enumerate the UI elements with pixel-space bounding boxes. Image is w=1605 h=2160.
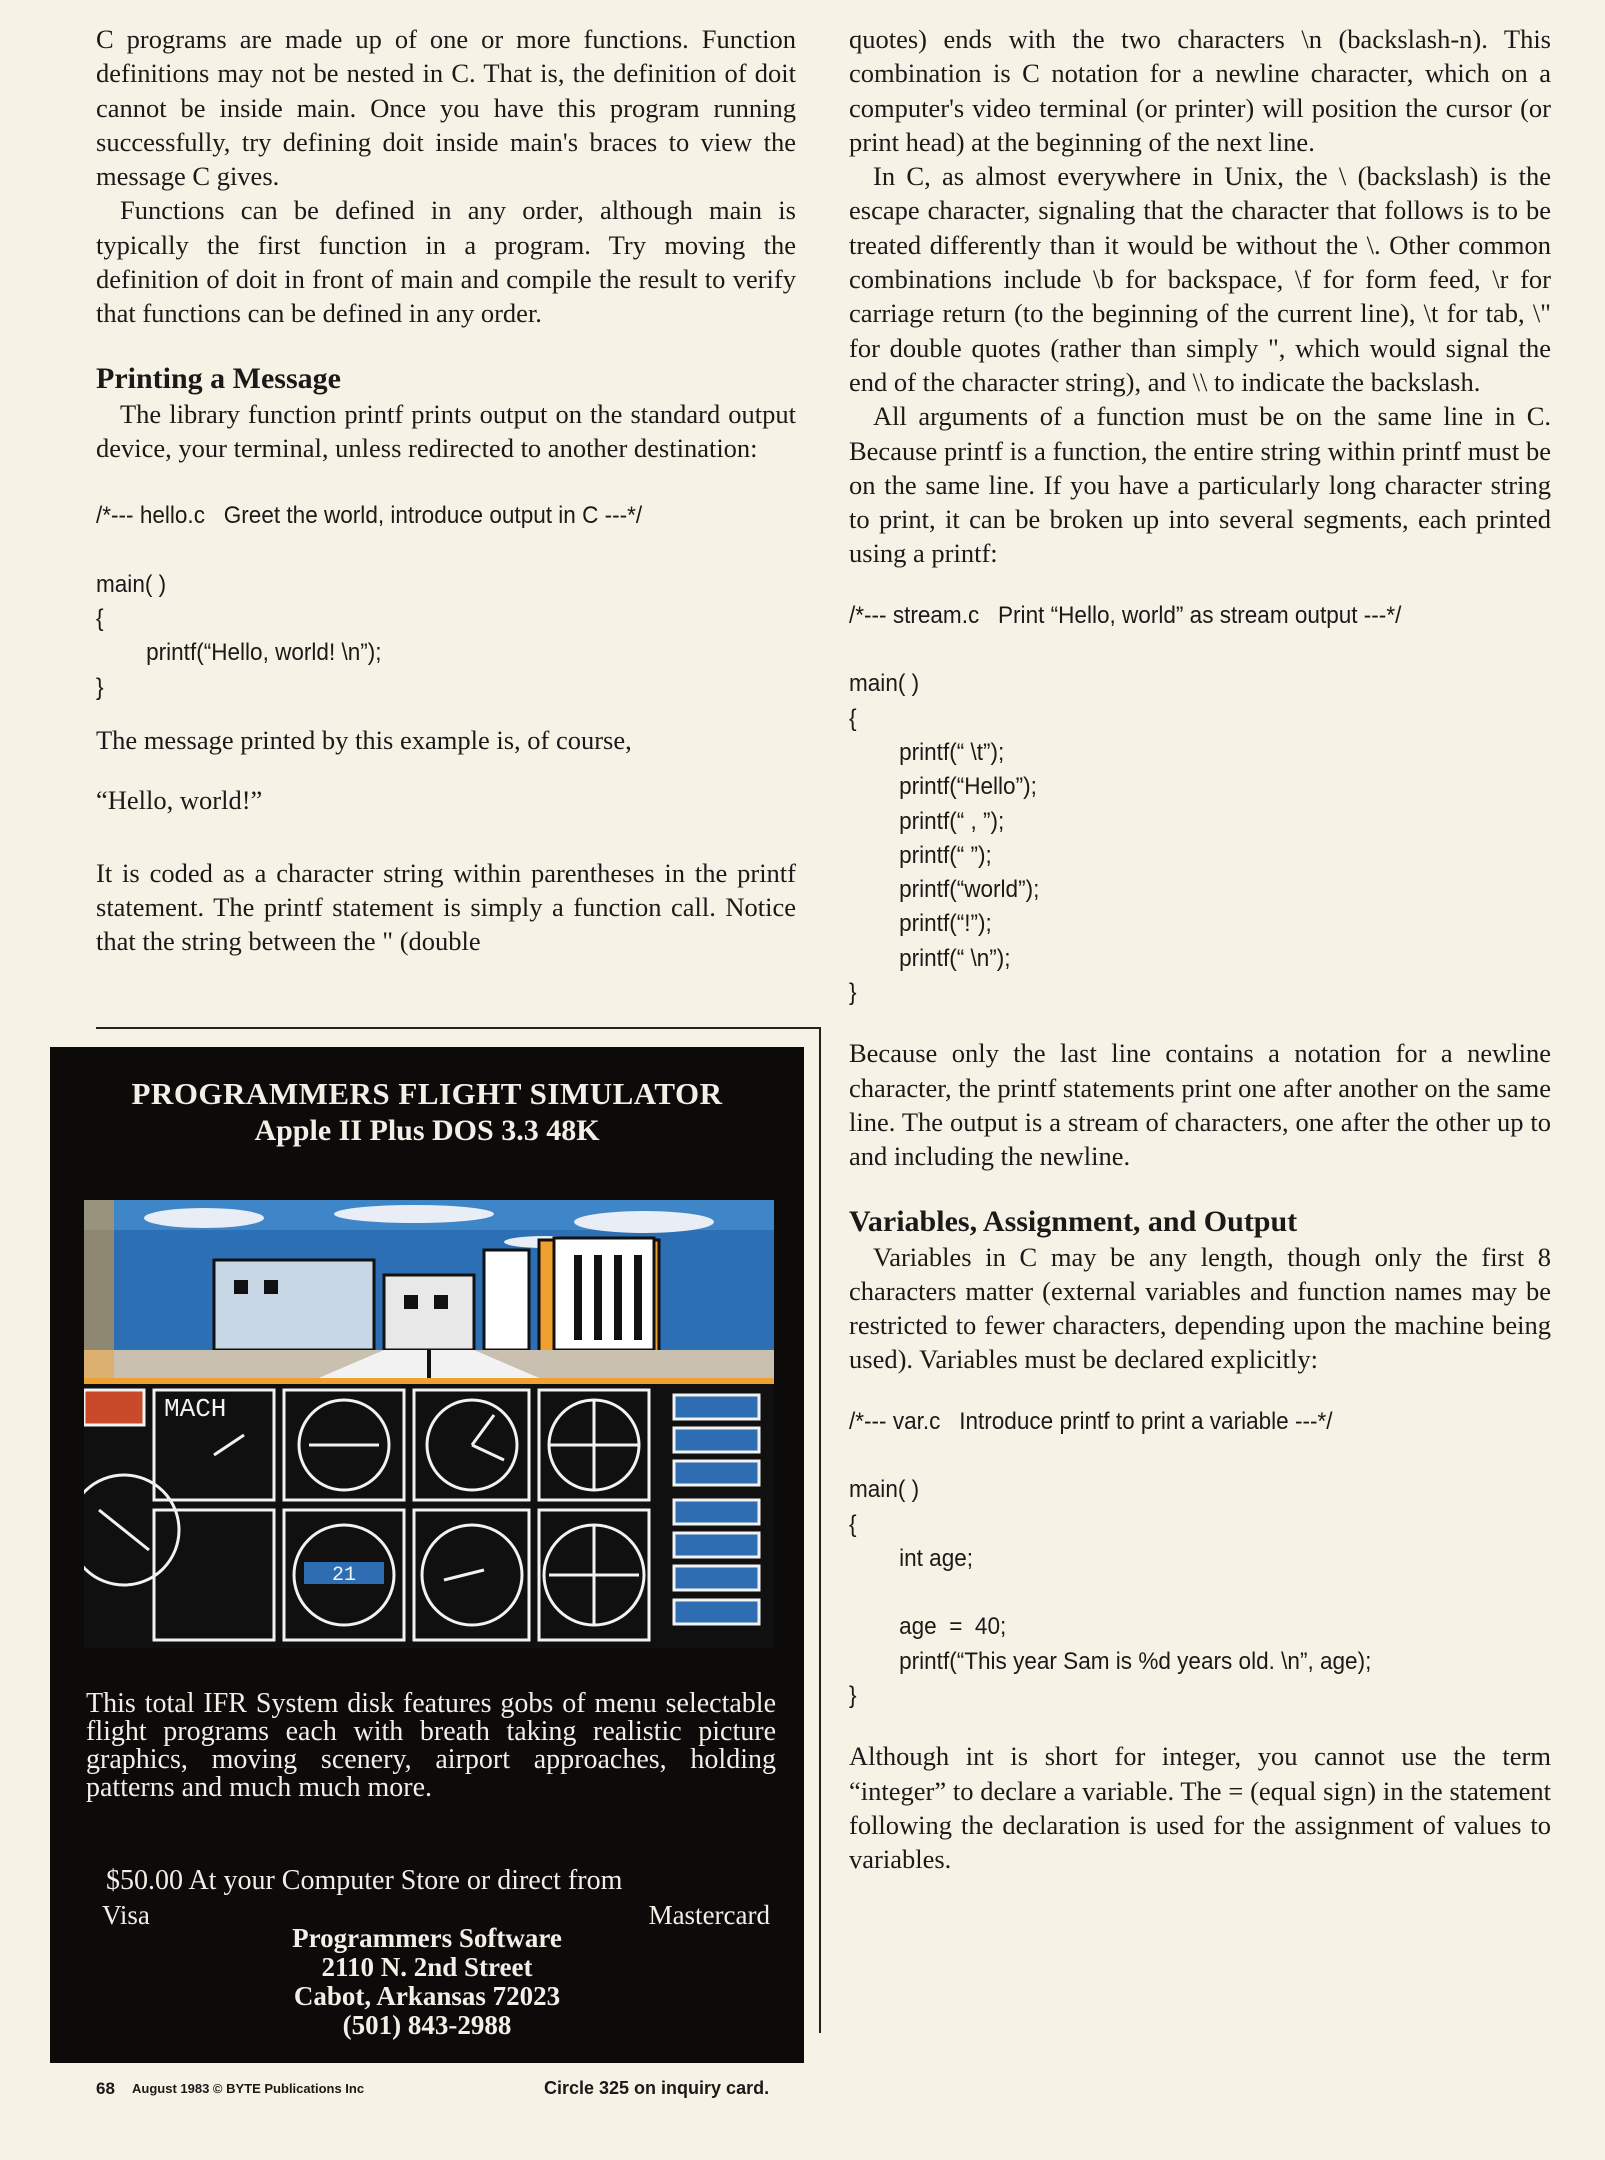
ad-border-rule xyxy=(96,1027,821,1029)
right-paragraph-escape: In C, as almost everywhere in Unix, the \ (backslash) is the escape character, signaling that the character that follows is to be treated differently than it would be without the \. Other common combinations include \b for backspace, \f for form feed, \r for carriage return (to the beginning of the current line), \t for tab, \" for double quotes (rather than simply ", which would signal the end of the character string), and \\ to indicate the backslash. xyxy=(849,161,1551,397)
heading-variables: Variables, Assignment, and Output xyxy=(849,1204,1298,1238)
ad-city: Cabot, Arkansas 72023 xyxy=(293,1981,561,2011)
ad-price: $50.00 At your Computer Store or direct from xyxy=(106,1865,623,1896)
heading-printing-a-message: Printing a Message xyxy=(96,361,341,395)
heading-readout: 21 xyxy=(332,1564,357,1587)
left-paragraph-printf: The library function printf prints output on the standard output device, your terminal, unless redirected to another destination: xyxy=(96,398,796,463)
ad-title: PROGRAMMERS FLIGHT SIMULATOR xyxy=(131,1076,723,1111)
left-paragraph-order: Functions can be defined in any order, although main is typically the first function in a program. Try moving the definition of doit in front of main and compile the result to verify that functions can be defined in any order. xyxy=(96,195,796,329)
ad-mastercard: Mastercard xyxy=(648,1900,770,1930)
ad-body-text: This total IFR System disk features gobs of menu selectable flight programs each with breath taking realistic picture graphics, moving scenery, airport approaches, holding patterns and much much more. xyxy=(86,1688,776,1803)
right-paragraph-newline: quotes) ends with the two characters \n (backslash-n). This combination is C notation for a newline character, which on a computer's video terminal (or printer) will position the cursor (or print head) at the beginning of the next line. xyxy=(849,24,1551,157)
ad-phone: (501) 843-2988 xyxy=(342,2010,512,2040)
flight-simulator-screenshot xyxy=(84,1200,774,1648)
footer-date: August 1983 © BYTE Publications Inc xyxy=(132,2081,365,2096)
code-stream-c: /*--- stream.c Print “Hello, world” as stream output ---*/ main( ) { printf(“ \t”); printf(“Hello”); printf(“ , ”); printf(“ ”); printf(“world”); printf(“!”); printf(“ \n”); } xyxy=(849,601,1402,1007)
mach-label: MACH xyxy=(164,1394,227,1424)
left-paragraph-functions: C programs are made up of one or more functions. Function definitions may not be nested in C. That is, the definition of doit cannot be inside main. Once you have this program running successfully, try defining doit inside main's braces to view the message C gives. xyxy=(96,24,796,192)
code-var-c: /*--- var.c Introduce printf to print a variable ---*/ main( ) { int age; age = 40; printf(“This year Sam is %d years old. \n”, age); } xyxy=(849,1407,1372,1710)
ad-company: Programmers Software xyxy=(292,1923,562,1953)
left-paragraph-string: It is coded as a character string within parentheses in the printf statement. The printf statement is simply a function call. Notice that the string between the " (double xyxy=(96,857,796,957)
code-hello-c: /*--- hello.c Greet the world, introduce output in C ---*/ main( ) { printf(“Hello, world! \n”); } xyxy=(96,502,643,701)
ad-street: 2110 N. 2nd Street xyxy=(321,1952,533,1982)
left-paragraph-message: The message printed by this example is, of course, xyxy=(96,725,632,756)
right-paragraph-stream: Because only the last line contains a notation for a newline character, the printf statements print one after another on the same line. The output is a stream of characters, one after the other up to and including the newline. xyxy=(849,1038,1551,1172)
right-paragraph-variables: Variables in C may be any length, though only the first 8 characters matter (external variables and function names may be restricted to fewer characters, depending upon the machine being used). Variables must be declared explicitly: xyxy=(849,1241,1551,1375)
ad-border-rule-side xyxy=(819,1027,821,2033)
ad-visa: Visa xyxy=(102,1900,150,1930)
right-column xyxy=(849,22,1551,1877)
page-number: 68 xyxy=(96,2079,115,2098)
ad-platform: Apple II Plus DOS 3.3 48K xyxy=(254,1114,600,1147)
right-paragraph-arguments: All arguments of a function must be on the same line in C. Because printf is a function, the entire string within printf must be on the same line. If you have a particularly long character string to print, it can be broken up into several segments, each printed using a printf: xyxy=(849,401,1551,569)
ad-address-block xyxy=(50,1924,804,2040)
right-paragraph-int: Although int is short for integer, you cannot use the term “integer” to declare a variable. The = (equal sign) in the statement following the declaration is used for the assignment of values to variables. xyxy=(849,1741,1551,1875)
left-column xyxy=(96,22,796,959)
hello-world-quote: “Hello, world!” xyxy=(96,785,263,816)
footer-inquiry: Circle 325 on inquiry card. xyxy=(544,2078,770,2098)
flight-simulator-advertisement xyxy=(50,1047,804,2063)
